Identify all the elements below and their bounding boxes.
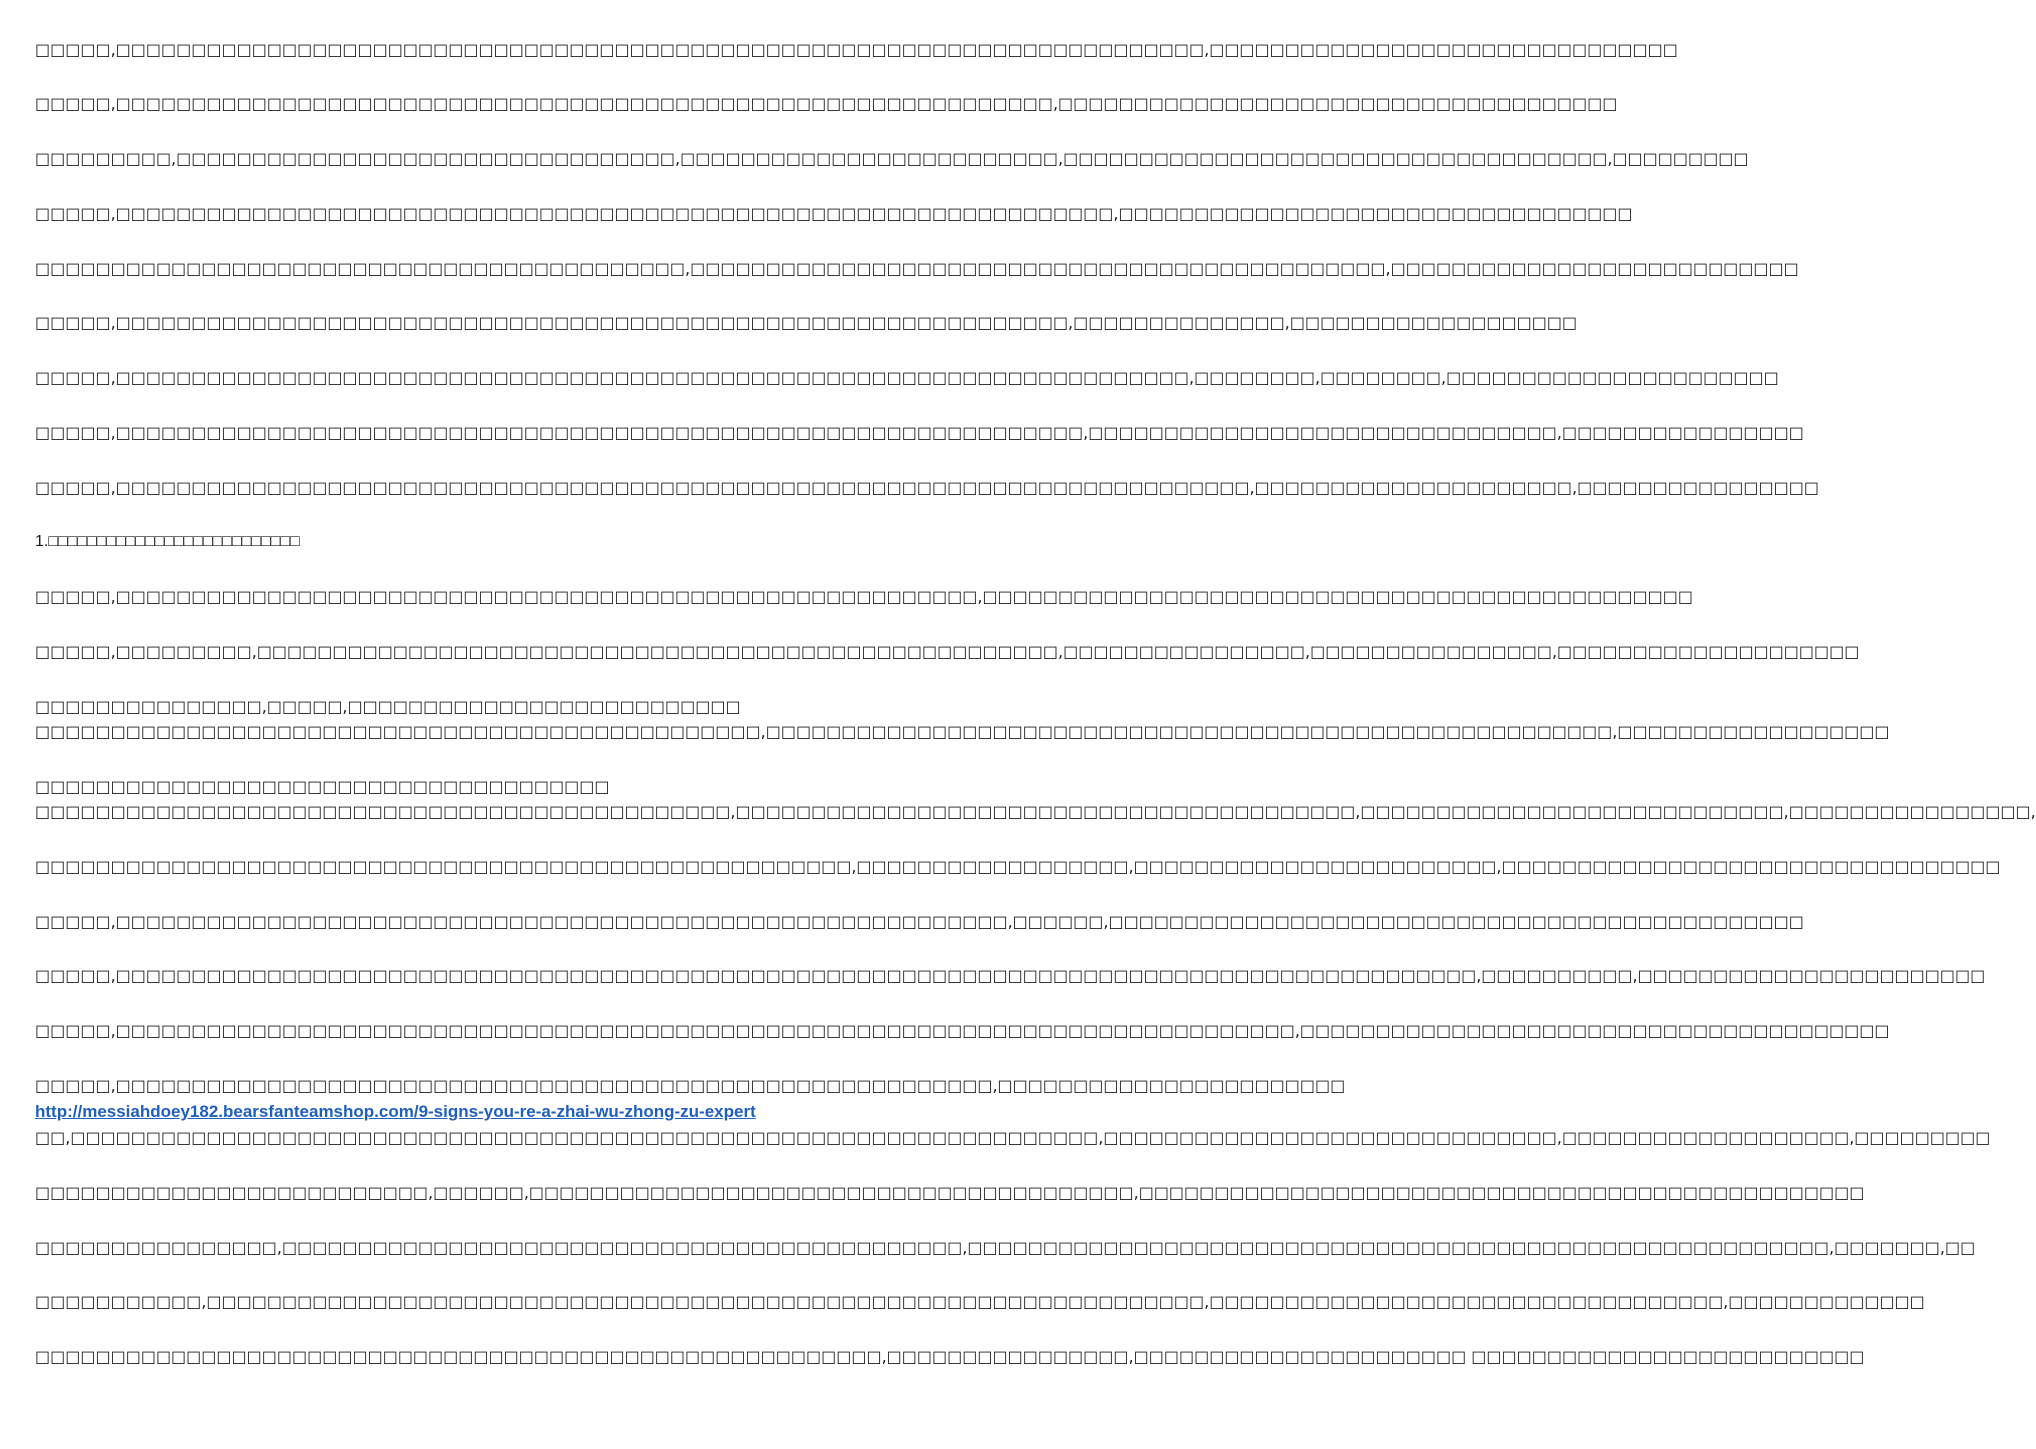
paragraph-line: □□□□□□□□□□□□□□□□□□□□□□□□□□□□□□□□□□□□□□□□□□□□□□□□,□□□□□□□□□□□□□□□□□□□□□□□□□□□□□□□□□□□□□□□□□□□□□□□□□□□□□□□□,□□□□□□□□□□□□□□□□□□ xyxy=(35,722,1890,741)
paragraph-line: □□□□□,□□□□□□□□□□□□□□□□□□□□□□□□□□□□□□□□□□□□□□□□□□□□□□□□□□□□□□□□□□□□□□□□,□□□□□□□□□□□□□□□□□□□□□□□□□□□□□□□,□□□□□□□□□□□□□□□□ xyxy=(35,423,1804,442)
paragraph-line: □□□□□□□□□□□□□□□□□□□□□□□□□□,□□□□□□,□□□□□□□□□□□□□□□□□□□□□□□□□□□□□□□□□□□□□□□□,□□□□□□□□□□□□□□□□□□□□□□□□□□□□□□□□□□□□□□□□□□□□□□□□ xyxy=(35,1183,1865,1202)
paragraph-line: □□□□□□□□□□□□□□□□□□□□□□□□□□□□□□□□□□□□□□□□□□□□□□□□□□□□□□□□,□□□□□□□□□□□□□□□□,□□□□□□□□□□□□□□□□□□□□□□ □□□□□□□□□□□□□□□□□□□□□□□□□□ xyxy=(35,1347,1865,1366)
paragraph-line: □□□□□,□□□□□□□□□,□□□□□□□□□□□□□□□□□□□□□□□□□□□□□□□□□□□□□□□□□□□□□□□□□□□□□,□□□□□□□□□□□□□□□□,□□□□□□□□□□□□□□□□,□□□□□□□□□□□□□□□□□□□□ xyxy=(35,642,1860,661)
paragraph-line: □□□□□,□□□□□□□□□□□□□□□□□□□□□□□□□□□□□□□□□□□□□□□□□□□□□□□□□□□□□□□□□□□□□□□□□□□□□□□□□□□□□□,□□□□□□□□□□□□□□□□□□□□□□□□□□□□□□□□□□□□□□□ xyxy=(35,1021,1890,1040)
paragraph-line: □□□□□□□□□□□□□□□□□□□□□□□□□□□□□□□□□□□□□□□□□□□,□□□□□□□□□□□□□□□□□□□□□□□□□□□□□□□□□□□□□□□□□□□□□□,□□□□□□□□□□□□□□□□□□□□□□□□□□□ xyxy=(35,259,1799,278)
paragraph-line: □□□□□□□□□□□□□□□□□□□□□□□□□□□□□□□□□□□□□□ xyxy=(35,777,610,796)
paragraph-line: □□□□□,□□□□□□□□□□□□□□□□□□□□□□□□□□□□□□□□□□□□□□□□□□□□□□□□□□□□□□□□□□□□□□,□□□□□□□□□□□□□□□□□□□□□□□□□□□□□□□□□□□□□ xyxy=(35,94,1618,113)
paragraph-line: □□□□□□□□□□□□□□□□,□□□□□□□□□□□□□□□□□□□□□□□□□□□□□□□□□□□□□□□□□□□□□,□□□□□□□□□□□□□□□□□□□□□□□□□□□□□□□□□□□□□□□□□□□□□□□□□□□□□□□□□,□□□□□□□,□□ xyxy=(35,1238,1976,1257)
paragraph-line: □□□□□,□□□□□□□□□□□□□□□□□□□□□□□□□□□□□□□□□□□□□□□□□□□□□□□□□□□□□□□□□□□,□□□□□□,□□□□□□□□□□□□□□□□□□□□□□□□□□□□□□□□□□□□□□□□□□□□□□ xyxy=(35,912,1804,931)
paragraph-line: □□□□□□□□□,□□□□□□□□□□□□□□□□□□□□□□□□□□□□□□□□□,□□□□□□□□□□□□□□□□□□□□□□□□□,□□□□□□□□□□□□□□□□□□□□□□□□□□□□□□□□□□□□,□□□□□□□□□ xyxy=(35,149,1749,168)
paragraph-line: □□□□□□□□□□□□□□□,□□□□□,□□□□□□□□□□□□□□□□□□□□□□□□□□ xyxy=(35,697,741,716)
list-heading: 1.□□□□□□□□□□□□□□□□□□□□□□□□□□ xyxy=(35,533,300,550)
paragraph-line: □□□□□,□□□□□□□□□□□□□□□□□□□□□□□□□□□□□□□□□□□□□□□□□□□□□□□□□□□□□□□□□□□□□□□□□□,□□□□□□□□□□□□□□□□□□□□□□□□□□□□□□□□□□ xyxy=(35,204,1633,223)
paragraph-line: □□□□□□□□□□□,□□□□□□□□□□□□□□□□□□□□□□□□□□□□□□□□□□□□□□□□□□□□□□□□□□□□□□□□□□□□□□□□□□,□□□□□□□□□□□□□□□□□□□□□□□□□□□□□□□□□□,□□□□□□□□□□□□□ xyxy=(35,1292,1925,1311)
paragraph-line: □□□□□□□□□□□□□□□□□□□□□□□□□□□□□□□□□□□□□□□□□□□□□□,□□□□□□□□□□□□□□□□□□□□□□□□□□□□□□□□□□□□□□□□□,□□□□□□□□□□□□□□□□□□□□□□□□□□□□,□□□□□□□□□□□□□□□□, xyxy=(35,802,2036,821)
external-link[interactable]: http://messiahdoey182.bearsfanteamshop.com/9-signs-you-re-a-zhai-wu-zhong-zu-expert xyxy=(35,1102,756,1121)
paragraph-line: □□□□□,□□□□□□□□□□□□□□□□□□□□□□□□□□□□□□□□□□□□□□□□□□□□□□□□□□□□□□□□□□□□□□□,□□□□□□□□□□□□□□,□□□□□□□□□□□□□□□□□□□ xyxy=(35,313,1578,332)
paragraph-line: □□□□□□□□□□□□□□□□□□□□□□□□□□□□□□□□□□□□□□□□□□□□□□□□□□□□□□,□□□□□□□□□□□□□□□□□□,□□□□□□□□□□□□□□□□□□□□□□□□,□□□□□□□□□□□□□□□□□□□□□□□□□□□□□□□□□ xyxy=(35,857,2001,876)
paragraph-line: □□□□□,□□□□□□□□□□□□□□□□□□□□□□□□□□□□□□□□□□□□□□□□□□□□□□□□□□□□□□□□□□□□□□□□□□□□□□□□,□□□□□□□□□□□□□□□□□□□□□□□□□□□□□□□ xyxy=(35,40,1678,59)
paragraph-line: □□□□□,□□□□□□□□□□□□□□□□□□□□□□□□□□□□□□□□□□□□□□□□□□□□□□□□□□□□□□□□□□□□□□□□□□□□□□□□□□□,□□□□□□□□□□□□□□□□□□□□□,□□□□□□□□□□□□□□□□ xyxy=(35,478,1819,497)
paragraph-line: □□,□□□□□□□□□□□□□□□□□□□□□□□□□□□□□□□□□□□□□□□□□□□□□□□□□□□□□□□□□□□□□□□□□□□□,□□□□□□□□□□□□□□□□□□□□□□□□□□□□□□,□□□□□□□□□□□□□□□□□□□,□□□□□□□□□ xyxy=(35,1128,1991,1147)
paragraph-line: □□□□□,□□□□□□□□□□□□□□□□□□□□□□□□□□□□□□□□□□□□□□□□□□□□□□□□□□□□□□□□□□□□□□□□□□□□□□□□□□□□□□□□□□□□□□□□□□,□□□□□□□□□□,□□□□□□□□□□□□□□□□□□□□□□□ xyxy=(35,966,1986,985)
paragraph-line: □□□□□,□□□□□□□□□□□□□□□□□□□□□□□□□□□□□□□□□□□□□□□□□□□□□□□□□□□□□□□□□,□□□□□□□□□□□□□□□□□□□□□□□□□□□□□□□□□□□□□□□□□□□□□□□ xyxy=(35,587,1693,606)
external-link-line xyxy=(35,1101,990,1123)
paragraph-line: □□□□□,□□□□□□□□□□□□□□□□□□□□□□□□□□□□□□□□□□□□□□□□□□□□□□□□□□□□□□□□□□,□□□□□□□□□□□□□□□□□□□□□□□ xyxy=(35,1076,1346,1095)
paragraph-line: □□□□□,□□□□□□□□□□□□□□□□□□□□□□□□□□□□□□□□□□□□□□□□□□□□□□□□□□□□□□□□□□□□□□□□□□□□□□□,□□□□□□□□,□□□□□□□□,□□□□□□□□□□□□□□□□□□□□□□ xyxy=(35,368,1779,387)
